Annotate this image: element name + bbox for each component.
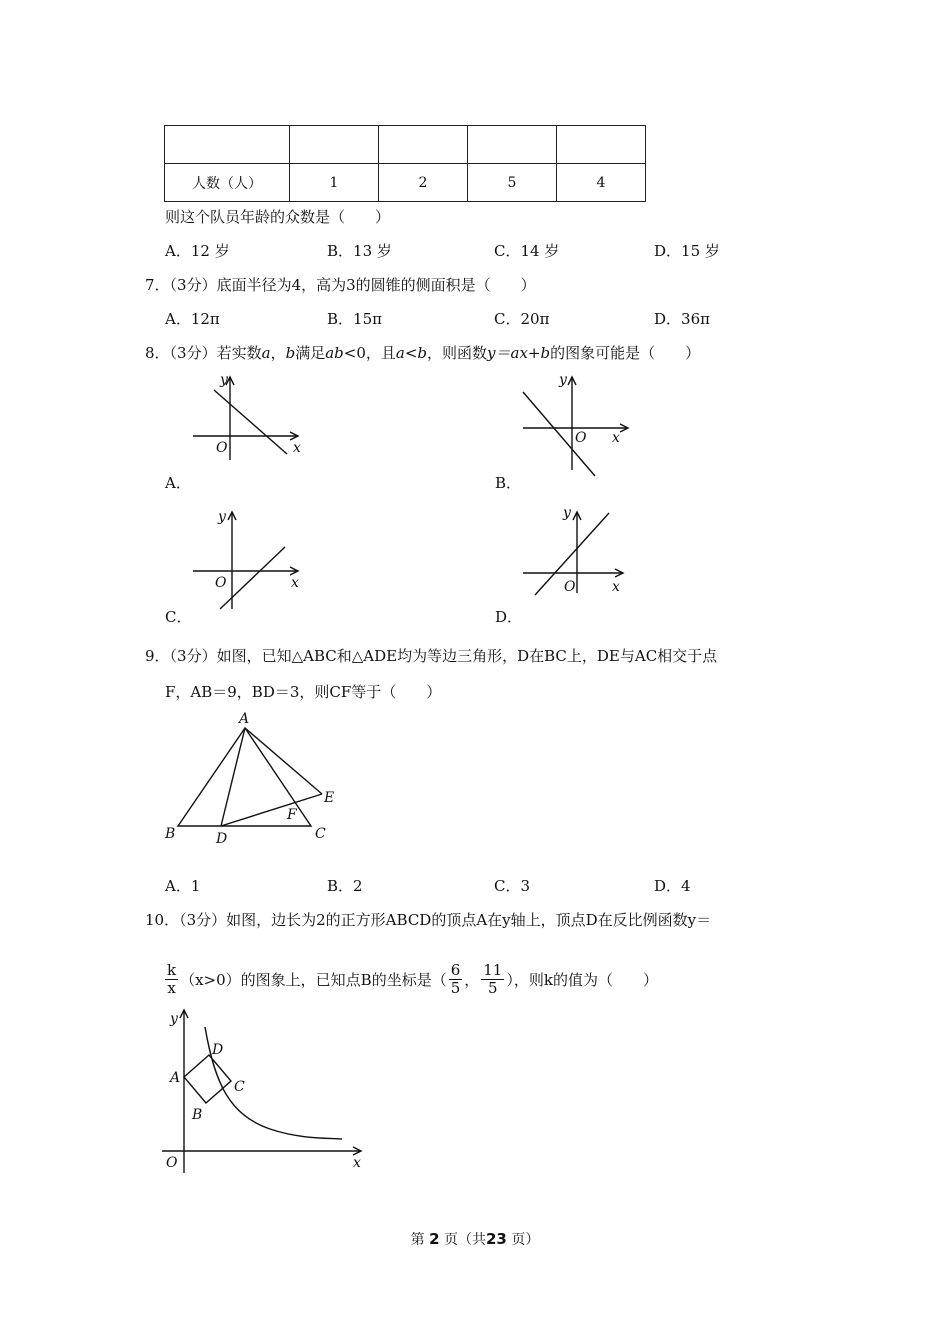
point-label: B [165, 826, 176, 842]
axis-label: x [293, 440, 301, 456]
q10-number: 10． [145, 911, 180, 929]
q8-graph-b [515, 372, 645, 482]
q8-score: （3分） [169, 344, 217, 362]
point-label: F [287, 807, 297, 823]
table-cell [165, 126, 290, 164]
q6-option-a: A．12 岁 [165, 242, 230, 260]
axis-label: x [291, 575, 299, 591]
q8-func: y＝ax+b [487, 344, 551, 362]
table-cell: 4 [557, 164, 646, 202]
page-footer [0, 1229, 950, 1249]
table-cell [379, 126, 468, 164]
q10-hyperbola-figure [160, 1005, 370, 1180]
point-label: C [315, 826, 326, 842]
table-cell [290, 126, 379, 164]
axis-label: y [563, 505, 571, 521]
q9-score: （3分） [169, 647, 217, 665]
q8-var: b [417, 344, 428, 362]
q7-stem [145, 274, 536, 295]
age-table [164, 125, 646, 202]
origin-label: O [166, 1155, 178, 1171]
q8-var: ab [325, 344, 344, 362]
point-label: E [324, 790, 335, 806]
q7-text: 底面半径为4，高为3的圆锥的侧面积是（ ） [216, 276, 536, 294]
q7-score: （3分） [169, 276, 217, 294]
table-cell: 1 [290, 164, 379, 202]
q9-option-c: C．3 [494, 877, 531, 895]
table-row [165, 164, 646, 202]
point-label: A [170, 1070, 181, 1086]
q8-text: 满足 [295, 344, 326, 362]
q10-score: （3分） [179, 911, 227, 929]
axis-label: y [218, 509, 226, 525]
origin-label: O [216, 440, 228, 456]
q8-number: 8． [145, 344, 170, 362]
q8-var: a [261, 344, 271, 362]
q7-option-b: B．15π [327, 310, 382, 328]
axis-label: y [220, 372, 228, 388]
axis-label: x [353, 1155, 361, 1171]
table-cell [468, 126, 557, 164]
q8-text: ，则函数 [427, 344, 488, 362]
fraction-denominator: 5 [450, 979, 461, 997]
table-cell [557, 126, 646, 164]
origin-label: O [575, 430, 587, 446]
q9-triangle-figure [160, 708, 350, 853]
q8-option-d: D． [495, 608, 523, 626]
q10-text: ），则k的值为（ ） [506, 971, 658, 989]
q8-text: <0，且 [343, 344, 396, 362]
q9-number: 9． [145, 647, 170, 665]
fraction-k-over-x [165, 962, 178, 997]
point-label: A [239, 711, 250, 727]
q9-text: 如图，已知△ABC和△ADE均为等边三角形，D在BC上，DE与AC相交于点 [216, 647, 718, 665]
q8-graph-a [185, 372, 315, 462]
fraction-numerator: k [167, 961, 177, 979]
q8-option-c: C． [165, 608, 192, 626]
q9-stem-line2: F，AB＝9，BD＝3，则CF等于（ ） [165, 683, 442, 701]
q6-option-d: D．15 岁 [654, 242, 720, 260]
point-label: D [216, 831, 228, 847]
table-row [165, 126, 646, 164]
fraction-eleven-fifths [481, 962, 504, 997]
q8-graph-d [515, 507, 645, 597]
point-label: D [212, 1042, 224, 1058]
footer-text: 页（共 [444, 1232, 486, 1248]
axis-label: x [612, 579, 620, 595]
q9-stem-line1 [145, 645, 717, 666]
q8-text: ， [270, 344, 286, 362]
q6-option-c: C．14 岁 [494, 242, 560, 260]
fraction-numerator: 11 [483, 961, 503, 979]
fraction-denominator: 5 [488, 979, 498, 997]
fraction-six-fifths [449, 962, 463, 997]
footer-text: 第 [410, 1232, 425, 1248]
origin-label: O [215, 575, 227, 591]
origin-label: O [564, 579, 576, 595]
axis-label: x [612, 430, 620, 446]
q8-option-b: B． [495, 474, 522, 492]
q8-var: a [395, 344, 405, 362]
fraction-denominator: x [167, 979, 176, 997]
q10-text: ， [464, 971, 480, 989]
q10-stem-line2 [163, 962, 658, 997]
q8-option-a: A． [165, 474, 191, 492]
q8-text: < [404, 344, 418, 362]
axis-label: y [559, 372, 567, 388]
page-number: 2 [429, 1230, 440, 1248]
q8-stem [145, 342, 700, 363]
q9-option-b: B．2 [327, 877, 363, 895]
q7-option-d: D．36π [654, 310, 710, 328]
q10-stem-line1 [145, 909, 711, 930]
q9-option-d: D．4 [654, 877, 691, 895]
table-cell: 5 [468, 164, 557, 202]
fraction-numerator: 6 [450, 961, 461, 979]
footer-text: 页） [511, 1232, 540, 1248]
q10-text: 如图，边长为2的正方形ABCD的顶点A在y轴上，顶点D在反比例函数y＝ [226, 911, 712, 929]
q6-stem: 则这个队员年龄的众数是（ ） [165, 208, 391, 226]
q7-option-a: A．12π [165, 310, 220, 328]
point-label: C [234, 1079, 245, 1095]
q8-graph-c [185, 507, 315, 617]
table-cell: 2 [379, 164, 468, 202]
q9-option-a: A．1 [165, 877, 201, 895]
q6-option-b: B．13 岁 [327, 242, 392, 260]
total-pages: 23 [486, 1230, 507, 1248]
q7-number: 7． [145, 276, 170, 294]
axis-label: y [170, 1011, 178, 1027]
q10-text: （x>0）的图象上，已知点B的坐标是（ [180, 971, 447, 989]
point-label: B [192, 1107, 203, 1123]
q8-text: 若实数 [216, 344, 262, 362]
q7-option-c: C．20π [494, 310, 550, 328]
table-row-label: 人数（人） [165, 164, 290, 202]
q8-text: 的图象可能是（ ） [550, 344, 701, 362]
q8-var: b [285, 344, 296, 362]
